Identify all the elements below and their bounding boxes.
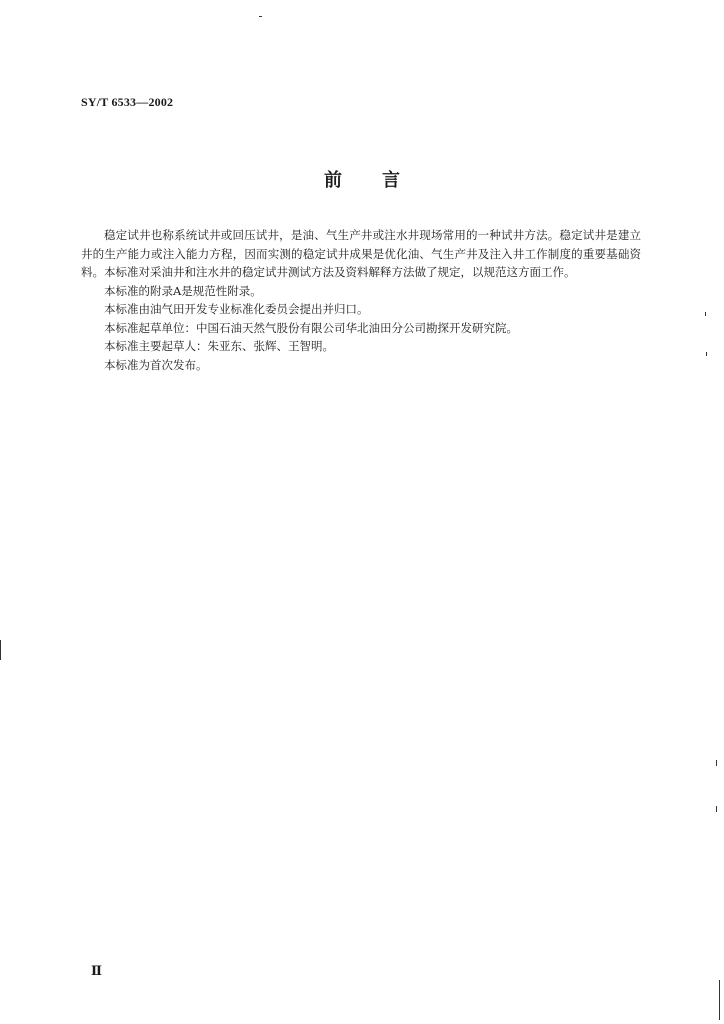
page-title <box>0 166 724 192</box>
scan-mark-right-4 <box>716 806 717 812</box>
foreword-body <box>81 226 641 374</box>
paragraph-intro: 稳定试井也称系统试井或回压试井，是油、气生产井或注水井现场常用的一种试井方法。稳定试井是建立井的生产能力或注入能力方程，因而实测的稳定试井成果是优化油、气生产井及注入井工作制度的重要基础资料。本标准对采油井和注水井的稳定试井测试方法及资料解释方法做了规定，以规范这方面工作。 <box>81 228 641 279</box>
scan-mark-top <box>259 16 262 17</box>
scan-mark-right-3 <box>716 760 717 766</box>
page-title-char-1: 前 <box>324 170 342 191</box>
page-number: Ⅱ <box>91 963 102 978</box>
paragraph-drafters: 本标准主要起草人：朱亚东、张辉、王智明。 <box>104 339 334 353</box>
scan-mark-right-2 <box>706 352 707 356</box>
paragraph-appendix: 本标准的附录A是规范性附录。 <box>104 283 262 298</box>
standard-number: SY/T 6533—2002 <box>81 95 174 109</box>
page-title-char-2: 言 <box>382 170 400 191</box>
paragraph-proposer: 本标准由油气田开发专业标准化委员会提出并归口。 <box>104 302 369 316</box>
scan-mark-right-5 <box>719 980 720 1020</box>
scan-mark-left-1 <box>0 640 1 660</box>
scan-mark-right-1 <box>705 312 706 316</box>
paragraph-drafting-unit: 本标准起草单位：中国石油天然气股份有限公司华北油田分公司勘探开发研究院。 <box>104 320 518 335</box>
paragraph-first-release: 本标准为首次发布。 <box>104 357 208 372</box>
